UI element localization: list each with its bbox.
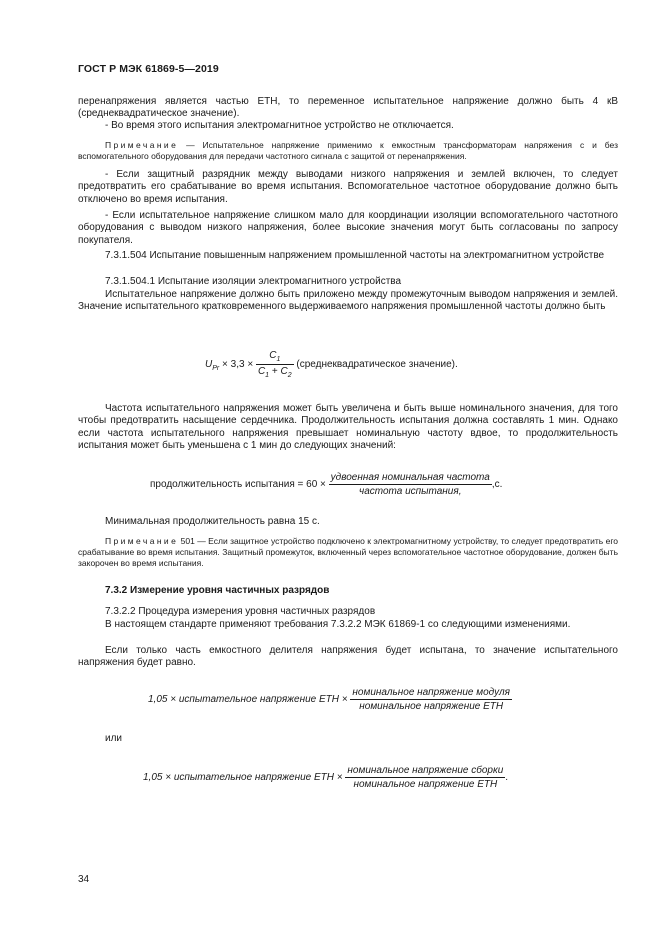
formula-assembly-numerator: номинальное напряжение сборки <box>347 765 504 776</box>
formula-assembly-denominator: номинальное напряжение ЕТН <box>353 779 498 790</box>
formula-assembly-tail: . <box>505 772 509 784</box>
note-1-label: Примечание <box>105 140 179 150</box>
formula-upr-tail: (среднеквадратическое значение). <box>296 359 458 371</box>
paragraph-p3: - Если защитный разрядник между выводами низкого напряжения и землей включен, то следует предотвратить его срабатывание во время испытания. Вспомогательное частотное оборудование должно быть отключено во время испытания. <box>78 169 618 205</box>
note-501 <box>78 536 618 569</box>
formula-upr-numerator: $C_1$ <box>256 350 294 365</box>
formula-duration-denominator: частота испытания, <box>359 486 462 497</box>
formula-duration-fraction <box>329 472 492 497</box>
document-header: ГОСТ Р МЭК 61869-5—2019 <box>78 63 219 75</box>
paragraph-p9: Минимальная продолжительность равна 15 с. <box>105 516 320 527</box>
formula-duration-lhs: продолжительность испытания = 60 × <box>150 479 326 491</box>
paragraph-p2: - Во время этого испытания электромагнитное устройство не отключается. <box>105 120 454 131</box>
formula-upr-var: U <box>205 359 213 371</box>
note-1-text: — Испытательное напряжение применимо к емкостным трансформаторам напряжения с и без вспомогательного оборудования для передачи частотного сигнала с защитой от перенапряжения. <box>78 140 618 161</box>
formula-upr-fraction <box>256 350 294 379</box>
paragraph-p1: перенапряжения является частью ЕТН, то переменное испытательное напряжение должно быть 4 кВ (среднеквадратическое значение). <box>78 96 618 120</box>
formula-duration-unit: ,с. <box>491 479 503 491</box>
formula-module-fraction <box>350 687 512 712</box>
formula-module <box>148 687 512 712</box>
section-7-3-1-504: 7.3.1.504 Испытание повышенным напряжением промышленной частоты на электромагнитном устройстве <box>105 250 605 261</box>
note-501-text: 501 — Если защитное устройство подключено к электромагнитному устройству, то следует предотвратить его срабатывание во время испытания. Защитный промежуток, включенный через вспомогательное частотное оборудование, должен быть закорочен во время испытания. <box>78 536 618 568</box>
section-7-3-2-2-title: 7.3.2.2 Процедура измерения уровня частичных разрядов <box>105 606 376 617</box>
note-501-label: Примечание <box>105 536 179 546</box>
formula-assembly <box>143 765 508 790</box>
paragraph-or: или <box>105 733 123 744</box>
formula-upr-op: × 3,3 × <box>222 359 254 371</box>
paragraph-p8: Частота испытательного напряжения может быть увеличена и быть выше номинального значения, для того чтобы предотвратить насыщение сердечника. Продолжительность испытания должна составлять 1 мин. Однако если частота испытательного напряжения превышает номинальную частоту вдвое, то продолжительность испытания может быть уменьшена с 1 мин до следующих значений: <box>78 403 618 452</box>
section-7-3-2-title: 7.3.2 Измерение уровня частичных разрядов <box>105 585 330 596</box>
paragraph-p10: В настоящем стандарте применяют требования 7.3.2.2 МЭК 61869-1 со следующими изменениями. <box>105 619 571 630</box>
paragraph-p11: Если только часть емкостного делителя напряжения будет испытана, то значение испытательного напряжения будет равно. <box>78 645 618 669</box>
formula-upr-sub: Pr <box>212 365 220 373</box>
formula-duration-numerator: удвоенная номинальная частота <box>330 472 490 483</box>
formula-duration <box>150 472 502 497</box>
page-number: 34 <box>78 874 90 885</box>
formula-assembly-fraction <box>345 765 505 790</box>
formula-module-denominator: номинальное напряжение ЕТН <box>359 701 504 712</box>
note-1 <box>78 140 618 162</box>
formula-upr-denominator: $C_1 + C_2$ <box>257 366 292 379</box>
paragraph-p4: - Если испытательное напряжение слишком мало для координации изоляции вспомогательного частотного оборудования с выводом низкого напряжения, более высокие значения могут быть согласованы по запросу покупателя. <box>78 210 618 246</box>
formula-assembly-lhs: 1,05 × испытательное напряжение ЕТН × <box>143 772 343 784</box>
formula-module-numerator: номинальное напряжение модуля <box>352 687 510 698</box>
paragraph-p7: Испытательное напряжение должно быть приложено между промежуточным выводом напряжения и землей. Значение испытательного кратковременного выдерживаемого напряжения промышленной частоты должно быть <box>78 289 618 313</box>
formula-module-lhs: 1,05 × испытательное напряжение ЕТН × <box>148 694 348 706</box>
formula-upr <box>205 350 458 379</box>
section-7-3-1-504-1: 7.3.1.504.1 Испытание изоляции электромагнитного устройства <box>105 276 402 287</box>
